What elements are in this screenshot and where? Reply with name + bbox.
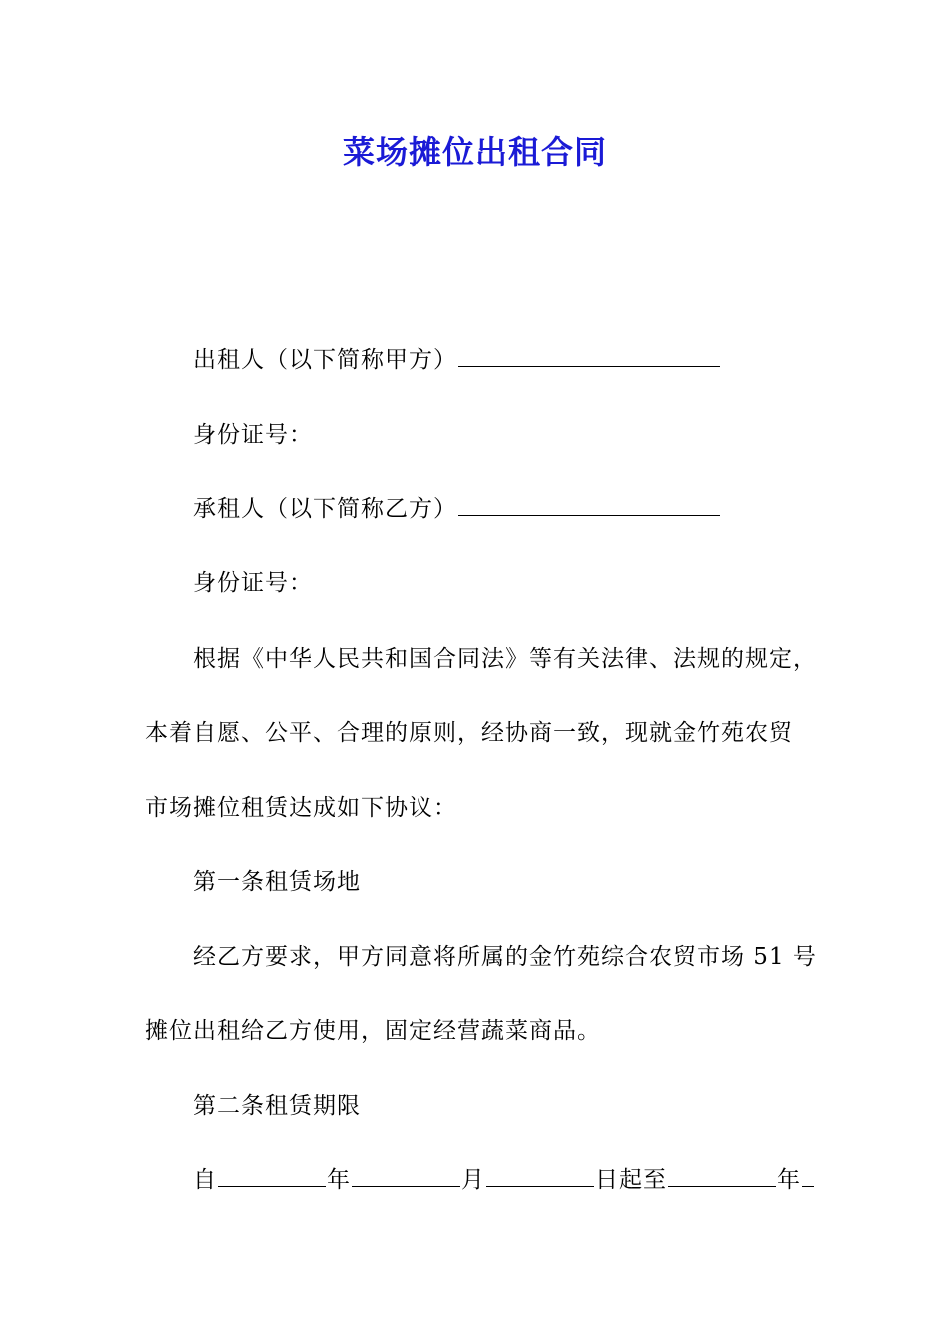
end-year-blank[interactable] [668, 1164, 776, 1187]
end-month-blank[interactable] [802, 1164, 814, 1187]
lessee-id-label: 身份证号： [193, 570, 313, 596]
document-title: 菜场摊位出租合同 [342, 133, 607, 171]
start-day-blank[interactable] [486, 1164, 594, 1187]
start-month-blank[interactable] [352, 1164, 460, 1187]
lessor-id-label: 身份证号： [193, 422, 313, 448]
preamble-line-3: 市场摊位租赁达成如下协议： [145, 795, 457, 821]
term-line [193, 1163, 835, 1197]
term-year-label: 年 [327, 1167, 351, 1193]
term-year-end-label: 年 [777, 1167, 801, 1193]
article1-heading: 第一条租赁场地 [193, 869, 361, 895]
lessor-line [193, 343, 835, 377]
article2-heading: 第二条租赁期限 [193, 1093, 361, 1119]
term-month-label: 月 [461, 1167, 485, 1193]
lessee-label: 承租人（以下简称乙方） [193, 496, 457, 522]
lessee-id-line [193, 566, 835, 600]
preamble-line-1: 根据《中华人民共和国合同法》等有关法律、法规的规定， [193, 646, 817, 672]
article1-line-1: 经乙方要求，甲方同意将所属的金竹苑综合农贸市场 51 号 [193, 944, 817, 970]
preamble-line-2: 本着自愿、公平、合理的原则，经协商一致，现就金竹苑农贸 [145, 720, 793, 746]
term-until-label: 日起至 [595, 1167, 667, 1193]
start-year-blank[interactable] [218, 1164, 326, 1187]
lessor-id-line [193, 418, 835, 452]
article1-line-2: 摊位出租给乙方使用，固定经营蔬菜商品。 [145, 1018, 601, 1044]
lessor-name-blank[interactable] [458, 344, 720, 367]
lessor-label: 出租人（以下简称甲方） [193, 347, 457, 373]
term-from-label: 自 [193, 1167, 217, 1193]
lessee-line [193, 492, 835, 526]
lessee-name-blank[interactable] [458, 493, 720, 516]
